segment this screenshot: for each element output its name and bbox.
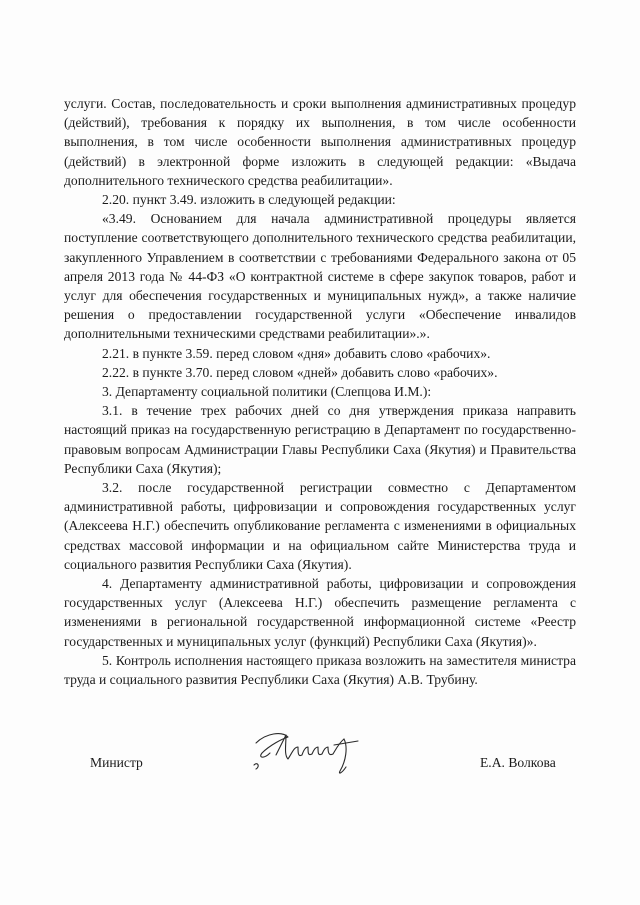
paragraph-2-20: 2.20. пункт 3.49. изложить в следующей редакции: [102, 192, 396, 208]
paragraph-2-22: 2.22. в пункте 3.70. перед словом «дней» добавить слово «рабочих». [102, 364, 498, 380]
paragraph-3-1: 3.1. в течение трех рабочих дней со дня утверждения приказа направить настоящий приказ на государственную регистрацию в Департамент по государственно-правовым вопросам Администрации Главы Республики Саха (Якутия) и Правительства Республики Саха (Якутия); [64, 403, 576, 476]
document-body [64, 94, 576, 689]
paragraph-3-49: «3.49. Основанием для начала административной процедуры является поступление соответствующего дополнительного технического средства реабилитации, закупленного Управлением в соответствии с требованиями Федерального закона от 05 апреля 2013 года № 44-ФЗ «О контрактной системе в сфере закупок товаров, работ и услуг для обеспечения государственных и муниципальных нужд», а также наличие решения о предоставлении государственной услуги «Обеспечение инвалидов дополнительными техническими средствами реабилитации».». [64, 211, 576, 342]
signer-name: Е.А. Волкова [480, 755, 556, 770]
paragraph-3: 3. Департаменту социальной политики (Слепцова И.М.): [102, 384, 432, 400]
paragraph-4: 4. Департаменту административной работы, цифровизации и сопровождения государственных услуг (Алексеева Н.Г.) обеспечить размещение регламента с изменениями в региональной государственной информационной системе «Реестр государственных и муниципальных услуг (функций) Республики Саха (Якутия)». [64, 576, 576, 649]
signer-position: Министр [90, 755, 143, 770]
handwritten-signature [248, 725, 378, 785]
paragraph-intro: услуги. Состав, последовательность и сроки выполнения административных процедур (действий), требования к порядку их выполнения, в том числе особенности выполнения, в том числе особенности выполнения административных процедур (действий) в электронной форме изложить в следующей редакции: «Выдача дополнительного технического средства реабилитации». [64, 96, 576, 188]
paragraph-5: 5. Контроль исполнения настоящего приказа возложить на заместителя министра труда и социального развития Республики Саха (Якутия) А.В. Трубину. [64, 652, 576, 688]
signature-block [0, 725, 640, 795]
paragraph-2-21: 2.21. в пункте 3.59. перед словом «дня» добавить слово «рабочих». [102, 345, 491, 361]
paragraph-3-2: 3.2. после государственной регистрации совместно с Департаментом административной работы, цифровизации и сопровождения государственных услуг (Алексеева Н.Г.) обеспечить опубликование регламента с изменениями в официальных средствах массовой информации и на официальном сайте Министерства труда и социального развития Республики Саха (Якутия). [64, 480, 576, 572]
